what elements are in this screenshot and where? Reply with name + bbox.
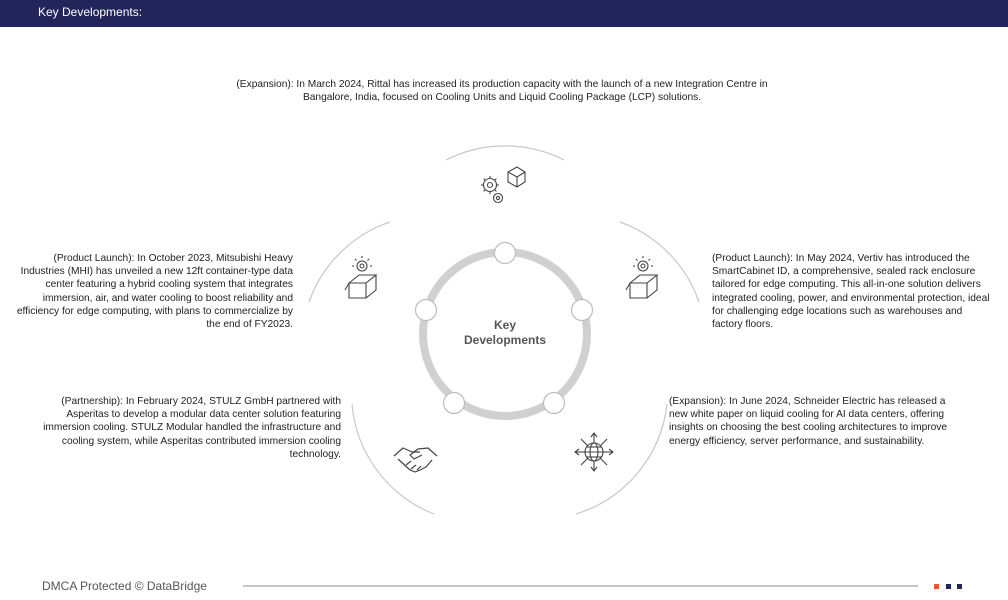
development-text-right-upper: (Product Launch): In May 2024, Vertiv has introduced the SmartCabinet ID, a comprehensive, sealed rack enclosure tailored for edge computing. This all-in-one solution delivers integrated cooling, power, and environmental protection, ideal for challenging edge locations such as warehouses and factory floors. xyxy=(712,253,990,331)
center-label xyxy=(445,318,565,348)
gears-cube-icon xyxy=(481,167,525,203)
center-label-line2: Developments xyxy=(463,333,547,347)
ring-node-top xyxy=(495,243,516,264)
ring-node-bottom-left xyxy=(444,393,465,414)
header-bar xyxy=(0,0,1008,27)
arc-right-upper xyxy=(620,222,699,302)
ring-node-bottom-right xyxy=(544,393,565,414)
arc-top xyxy=(446,146,564,160)
product-box-icon xyxy=(626,256,657,298)
footer-accent-square-navy xyxy=(946,584,951,589)
header-title: Key Developments: xyxy=(38,5,143,19)
ring-node-left xyxy=(416,300,437,321)
footer-text: DMCA Protected © DataBridge xyxy=(42,579,207,593)
footer-accent-square-navy xyxy=(957,584,962,589)
development-text-right-lower: (Expansion): In June 2024, Schneider Electric has released a new white paper on liquid cooling for AI data centers, offering insights on choosing the best cooling architectures to improve energy efficiency, server performance, and sustainability. xyxy=(669,396,948,447)
development-text-top: (Expansion): In March 2024, Rittal has increased its production capacity with the launch of a new Integration Centre in Bangalore, India, focused on Cooling Units and Liquid Cooling Package (LCP) solutions. xyxy=(236,79,768,104)
footer-divider xyxy=(243,585,918,587)
product-box-icon xyxy=(345,256,376,298)
center-label-line1: Key xyxy=(493,318,516,332)
globe-arrows-icon xyxy=(575,433,613,471)
ring-node-right xyxy=(572,300,593,321)
footer-accent-square-orange xyxy=(934,584,939,589)
development-text-left-lower: (Partnership): In February 2024, STULZ GmbH partnered with Asperitas to develop a modular data center solution featuring immersion cooling. STULZ Modular handled the infrastructure and cooling system, while Asperitas contributed immersion cooling technology. xyxy=(43,396,341,460)
handshake-icon xyxy=(394,448,437,472)
development-text-left-upper: (Product Launch): In October 2023, Mitsubishi Heavy Industries (MHI) has unveiled a new 12ft container-type data center featuring a hybrid cooling system that integrates immersion, air, and water cooling to boost reliability and efficiency for edge computing, with plans to commercialize by the end of FY2023. xyxy=(16,253,293,331)
arc-right-lower xyxy=(576,404,667,514)
arc-left-lower xyxy=(352,404,434,514)
